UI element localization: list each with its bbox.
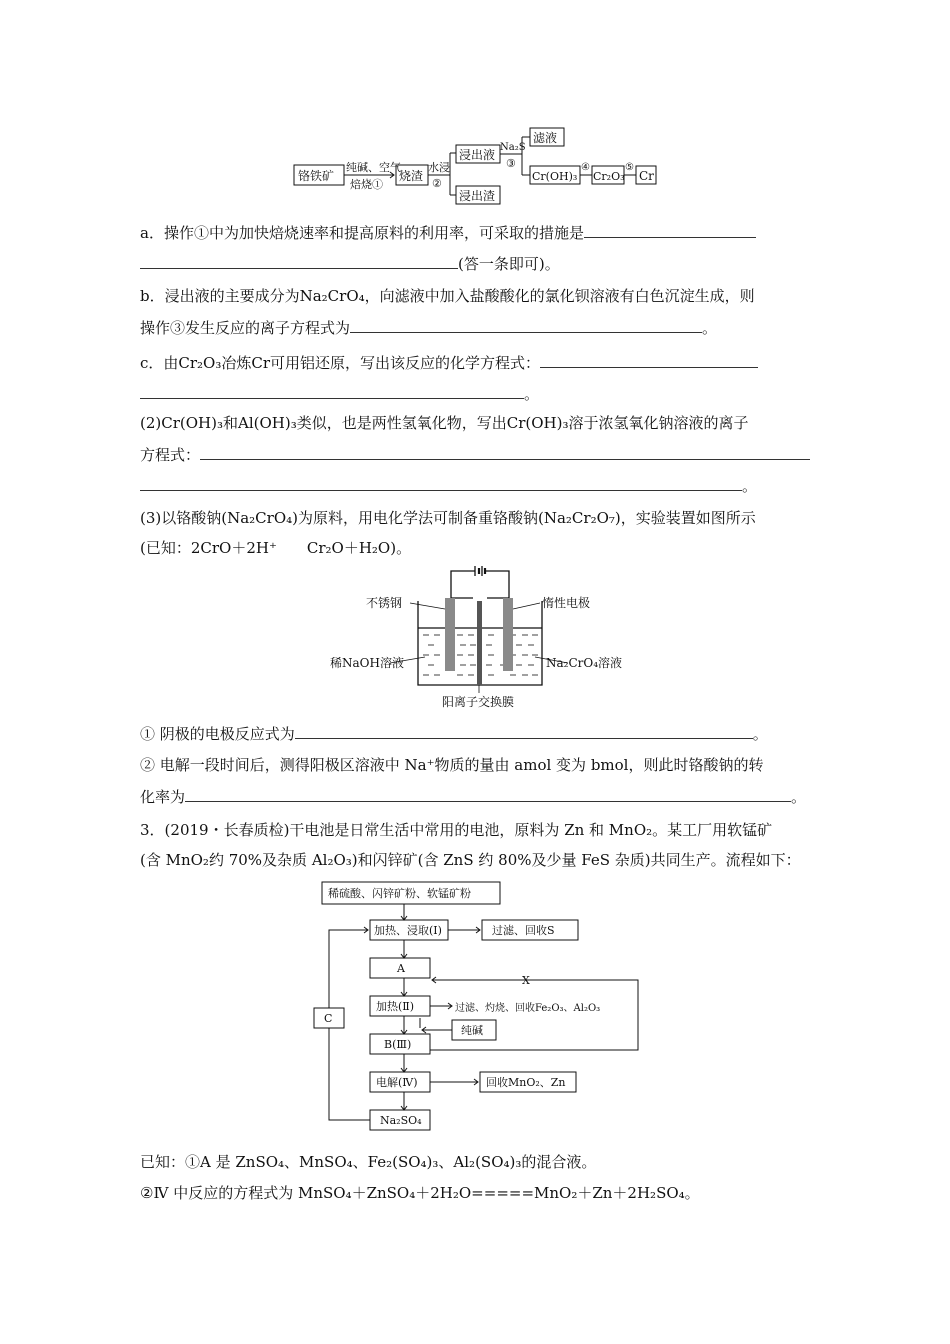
answer-blank-c2[interactable]	[140, 383, 524, 399]
label-a: A	[397, 962, 405, 975]
label-arrow3-top: Na₂S	[500, 142, 526, 153]
label-b3: B(Ⅲ)	[384, 1038, 412, 1051]
electrolysis-cell-diagram	[330, 565, 630, 710]
label-inert-electrode: 惰性电极	[542, 596, 591, 610]
label-soda: 纯碱	[461, 1024, 483, 1037]
label-na2so4: Na₂SO₄	[380, 1114, 422, 1127]
label-c: C	[324, 1012, 333, 1025]
question-3-2-line1: ② 电解一段时间后，测得阳极区溶液中 Na⁺物质的量由 amol 变为 bmol，则此时铬酸钠的转	[140, 756, 764, 774]
label-croh3: Cr(OH)₃	[532, 170, 578, 183]
label-step4: ④	[581, 162, 590, 173]
inert-electrode	[503, 598, 513, 671]
label-filter-s: 过滤、回收S	[492, 924, 555, 937]
label-slag: 烧渣	[399, 169, 424, 183]
label-elec: 电解(Ⅳ)	[376, 1076, 418, 1089]
label-dilute-naoh: 稀NaOH溶液	[330, 656, 404, 670]
question-2-line3: 。	[140, 475, 757, 496]
label-recover: 回收MnO₂、Zn	[486, 1076, 566, 1089]
label-cr2o3: Cr₂O₃	[593, 170, 625, 183]
answer-blank-2[interactable]	[200, 444, 810, 460]
label-step5: ⑤	[625, 162, 634, 173]
label-membrane: 阳离子交换膜	[442, 695, 515, 709]
label-stainless-steel: 不锈钢	[366, 596, 403, 610]
answer-blank-3-1[interactable]	[295, 723, 753, 739]
question-b-line2: 操作③发生反应的离子方程式为 。	[140, 319, 718, 337]
question-c-line1: c．由Cr₂O₃冶炼Cr可用铝还原，写出该反应的化学方程式：	[140, 352, 758, 373]
label-ore: 铬铁矿	[298, 169, 335, 183]
problem-3-line2: (含 MnO₂约 70%及杂质 Al₂O₃)和闪锌矿(含 ZnS 约 80%及少量 FeS 杂质)共同生产。流程如下：	[140, 851, 801, 869]
label-leach-liquid: 浸出液	[459, 148, 496, 162]
answer-blank-c[interactable]	[540, 352, 758, 368]
question-3-line1: (3)以铬酸钠(Na₂CrO₄)为原料，用电化学法可制备重铬酸钠(Na₂Cr₂O₇)，实验装置如图所示	[140, 509, 756, 527]
label-arrow2-bottom: ②	[432, 177, 442, 190]
label-filter-fe: 过滤、灼烧、回收Fe₂O₃、Al₂O₃	[455, 1003, 601, 1014]
label-arrow3-bottom: ③	[506, 157, 516, 170]
problem-3-line1: 3．(2019・长春质检)干电池是日常生活中常用的电池，原料为 Zn 和 MnO₂。某工厂用软锰矿	[140, 821, 773, 839]
answer-blank-a[interactable]	[584, 222, 756, 238]
question-2-line1: (2)Cr(OH)₃和Al(OH)₃类似，也是两性氢氧化物，写出Cr(OH)₃溶于浓氢氧化钠溶液的离子	[140, 414, 749, 432]
question-3-2-line2: 化率为 。	[140, 788, 807, 806]
question-c-line2: 。	[140, 383, 539, 404]
label-leach-residue: 浸出渣	[459, 189, 496, 203]
stainless-steel-electrode	[445, 598, 455, 671]
question-a-line2: (答一条即可)。	[140, 253, 560, 274]
flow-diagram-chromite	[290, 125, 670, 205]
label-filtrate: 滤液	[533, 131, 558, 145]
answer-blank-a2[interactable]	[140, 253, 458, 269]
answer-blank-3-2[interactable]	[185, 786, 791, 802]
known-line1: 已知：①A 是 ZnSO₄、MnSO₄、Fe₂(SO₄)₃、Al₂(SO₄)₃的混合液。	[140, 1153, 597, 1171]
flow-diagram-dry-battery	[300, 880, 650, 1135]
question-a-line1: a．操作①中为加快焙烧速率和提高原料的利用率，可采取的措施是	[140, 222, 756, 243]
label-arrow2-top: 水浸	[428, 161, 450, 174]
known-line2: ②Ⅳ 中反应的方程式为 MnSO₄＋ZnSO₄＋2H₂O=====MnO₂＋Zn＋2H₂SO₄。	[140, 1184, 700, 1202]
label-arrow1-top: 纯碱、空气	[346, 161, 401, 174]
label-heat1: 加热、浸取(Ⅰ)	[374, 924, 442, 937]
answer-blank-2b[interactable]	[140, 475, 742, 491]
label-x: X	[522, 974, 530, 987]
answer-blank-b[interactable]	[350, 317, 702, 333]
question-3-line2: (已知：2CrO＋2H⁺ Cr₂O＋H₂O)。	[140, 539, 412, 557]
label-raw: 稀硫酸、闪锌矿粉、软锰矿粉	[328, 887, 471, 900]
question-3-1: ① 阴极的电极反应式为 。	[140, 725, 768, 743]
label-heat2: 加热(Ⅱ)	[376, 1000, 415, 1013]
cation-exchange-membrane	[477, 601, 482, 685]
label-arrow1-bottom: 焙烧①	[350, 178, 383, 191]
label-cr: Cr	[639, 169, 654, 183]
question-2-line2: 方程式：	[140, 444, 810, 465]
label-na2cro4-solution: Na₂CrO₄溶液	[546, 656, 623, 670]
question-b-line1: b．浸出液的主要成分为Na₂CrO₄，向滤液中加入盐酸酸化的氯化钡溶液有白色沉淀生成，则	[140, 287, 755, 305]
